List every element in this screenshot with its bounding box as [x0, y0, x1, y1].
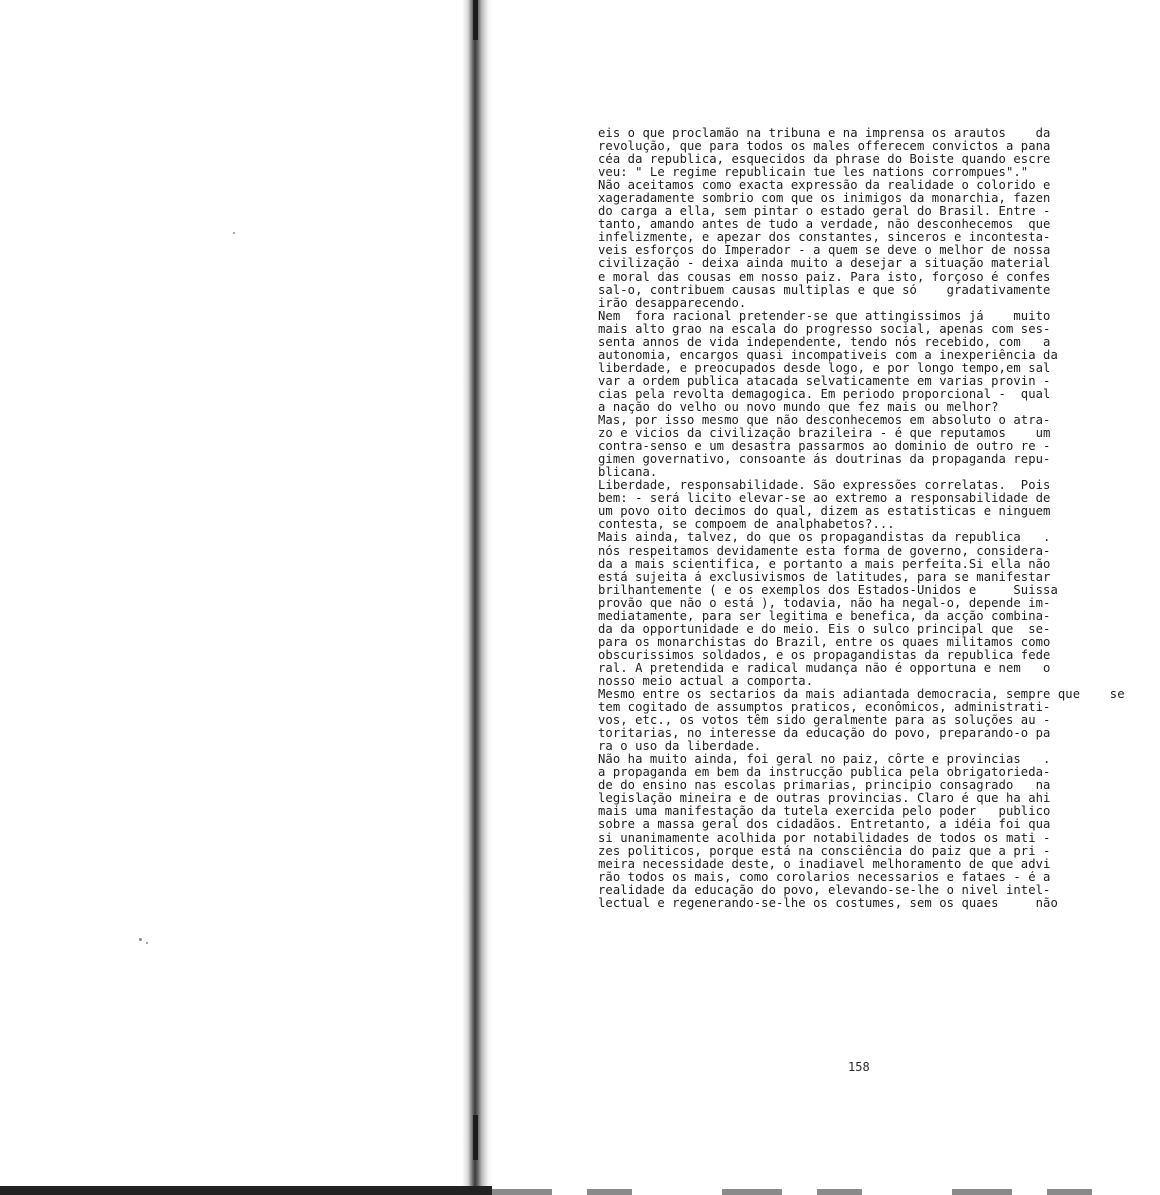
- text-line: contesta, se compoem de analphabetos?...: [598, 518, 895, 532]
- text-line: ra o uso da liberdade.: [598, 740, 762, 754]
- page-speck: [146, 942, 148, 944]
- text-line: ral. A pretendida e radical mudança não é opportuna e nem o: [598, 661, 1051, 675]
- page-number: 158: [848, 1060, 870, 1074]
- text-line: civilização - deixa ainda muito a desejar a situação material: [598, 257, 1051, 271]
- text-line: Não ha muito ainda, foi geral no paiz, côrte e provincias .: [598, 753, 1051, 767]
- gutter-shadow-mark: [473, 1115, 478, 1160]
- scan-edge-bottom-right: [492, 1189, 1160, 1195]
- text-line: da da opportunidade e do meio. Eis o sulco principal que se-: [598, 622, 1051, 636]
- text-line: legislação mineira e de outras provincias. Claro é que ha ahi: [598, 792, 1051, 806]
- text-line: sal-o, contribuem causas multiplas e que só gradativamente: [598, 283, 1051, 297]
- text-line: eis o que proclamão na tribuna e na imprensa os arautos da: [598, 127, 1051, 140]
- page-speck: [233, 232, 235, 234]
- text-line: mediatamente, para ser legitima e benefica, da acção combina-: [598, 609, 1051, 623]
- text-line: a propaganda em bem da instrucção publica pela obrigatorieda-: [598, 766, 1051, 780]
- text-line: si unanimamente acolhida por notabilidades de todos os mati -: [598, 831, 1051, 845]
- text-line: veis esforços do Imperador - a quem se deve o melhor de nossa: [598, 244, 1051, 258]
- text-line: var a ordem publica atacada selvaticamente em varias provin -: [598, 374, 1051, 388]
- text-line: sobre a massa geral dos cidadãos. Entretanto, a idéia foi qua: [598, 818, 1051, 832]
- text-line: autonomia, encargos quasi incompativeis com a inexperiência da: [598, 348, 1058, 362]
- text-line: de do ensino nas escolas primarias, principio consagrado na: [598, 779, 1051, 793]
- text-line: irão desapparecendo.: [598, 296, 747, 310]
- text-line: da a mais scientifica, e portanto a mais perfeita.Si ella não: [598, 557, 1051, 571]
- text-line: Nem fora racional pretender-se que attingissimos já muito: [598, 309, 1051, 323]
- book-gutter: [462, 0, 492, 1195]
- text-line: infelizmente, e apezar dos constantes, sinceros e incontesta-: [598, 231, 1051, 245]
- text-line: rão todos os mais, como corolarios necessarios e fataes - é a: [598, 870, 1051, 884]
- text-line: e moral das cousas em nosso paiz. Para isto, forçoso é confes: [598, 270, 1051, 284]
- text-line: lectual e regenerando-se-lhe os costumes, sem os quaes não: [598, 896, 1058, 910]
- text-line: liberdade, e preocupados desde logo, e por longo tempo,em sal: [598, 361, 1051, 375]
- text-line: revolução, que para todos os males offerecem convictos a pana: [598, 140, 1051, 154]
- text-line: Não aceitamos como exacta expressão da realidade o colorido e: [598, 179, 1051, 193]
- text-line: xageradamente sombrio com que os inimigos da monarchia, fazen: [598, 192, 1051, 206]
- text-line: blicana.: [598, 466, 658, 480]
- text-line: mais alto grao na escala do progresso social, apenas com ses-: [598, 322, 1051, 336]
- text-line: veu: " Le regime republicain tue les nations corrompues".": [598, 166, 1029, 180]
- text-line: mais uma manifestação da tutela exercida pelo poder publico: [598, 805, 1051, 819]
- text-line: a nação do velho ou novo mundo que fez mais ou melhor?: [598, 400, 999, 414]
- text-line: realidade da educação do povo, elevando-se-lhe o nivel intel-: [598, 883, 1051, 897]
- left-blank-page: [0, 0, 470, 1195]
- text-line: zo e vicios da civilização brazileira - é que reputamos um: [598, 427, 1051, 441]
- text-line: cias pela revolta demagogica. Em periodo proporcional - qual: [598, 387, 1051, 401]
- text-line: contra-senso e um desastra passarmos ao dominio de outro re -: [598, 440, 1051, 454]
- text-line: toritarias, no interesse da educação do povo, preparando-o pa: [598, 727, 1051, 741]
- scan-edge-bottom: [0, 1186, 492, 1195]
- text-line: zes politicos, porque está na consciência do paiz que a pri -: [598, 844, 1051, 858]
- text-line: tanto, amando antes de tudo a verdade, não desconhecemos que: [598, 218, 1051, 232]
- page-speck: [139, 938, 142, 941]
- text-line: meira necessidade deste, o inadiavel melhoramento de que advi: [598, 857, 1051, 871]
- text-line: Liberdade, responsabilidade. São expressões correlatas. Pois: [598, 479, 1051, 493]
- text-line: céa da republica, esquecidos da phrase do Boiste quando escre: [598, 153, 1051, 167]
- text-line: bem: - será licito elevar-se ao extremo a responsabilidade de: [598, 492, 1051, 506]
- page-body-text: [598, 127, 1138, 910]
- text-line: Mas, por isso mesmo que não desconhecemos em absoluto o atra-: [598, 414, 1051, 428]
- text-line: nós respeitamos devidamente esta forma de governo, considera-: [598, 544, 1051, 558]
- text-line: obscurissimos soldados, e os propagandistas da republica fede: [598, 648, 1051, 662]
- text-line: brilhantemente ( e os exemplos dos Estados-Unidos e Suissa: [598, 583, 1058, 597]
- text-line: Mais ainda, talvez, do que os propagandistas da republica .: [598, 531, 1051, 545]
- text-line: para os monarchistas do Brazil, entre os quaes militamos como: [598, 635, 1051, 649]
- text-line: provão que não o está ), todavia, não ha negal-o, depende im-: [598, 596, 1051, 610]
- text-line: tem cogitado de assumptos praticos, econômicos, administrati-: [598, 701, 1051, 715]
- text-line: do carga a ella, sem pintar o estado geral do Brasil. Entre -: [598, 205, 1051, 219]
- text-line: gimen governativo, consoante ás doutrinas da propaganda repu-: [598, 453, 1051, 467]
- text-line: um povo oito decimos do qual, dizem as estatisticas e ninguem: [598, 505, 1051, 519]
- gutter-shadow-mark: [473, 0, 478, 40]
- text-line: vos, etc., os votos têm sido geralmente para as soluções au -: [598, 714, 1051, 728]
- text-line: senta annos de vida independente, tendo nós recebido, com a: [598, 335, 1051, 349]
- text-line: Mesmo entre os sectarios da mais adiantada democracia, sempre que se: [598, 688, 1125, 702]
- text-line: nosso meio actual a comporta.: [598, 674, 814, 688]
- text-line: está sujeita á exclusivismos de latitudes, para se manifestar: [598, 570, 1051, 584]
